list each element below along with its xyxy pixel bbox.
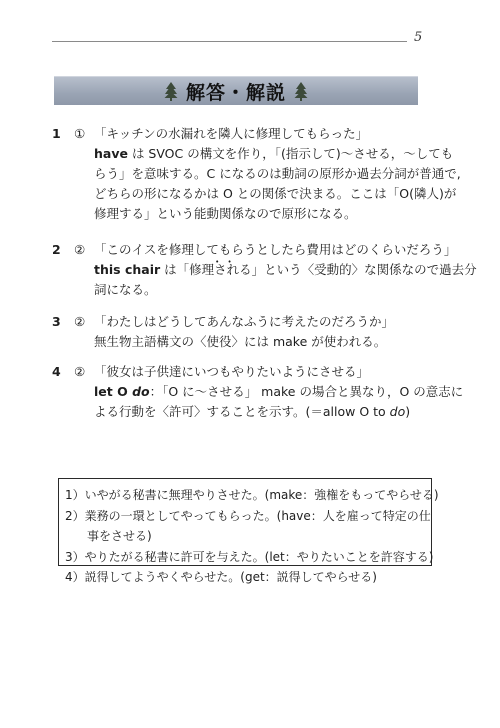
- item-line: 「キッチンの水漏れを隣人に修理してもらった」: [94, 126, 369, 141]
- item-explanation: [94, 124, 461, 224]
- item-explanation: [94, 240, 477, 300]
- tree-icon: [294, 81, 308, 101]
- summary-line: 2）業務の一環としてやってもらった。(have：人を雇って特定の仕: [65, 508, 431, 523]
- section-title: 解答・解説: [185, 81, 286, 104]
- item-explanation: [94, 312, 420, 352]
- item-answer: ②: [74, 242, 86, 257]
- item-line: 無生物主語構文の〈使役〉には make が使われる。: [94, 334, 387, 349]
- item-number: 2: [52, 242, 61, 257]
- item-line: 詞になる。: [94, 282, 157, 297]
- item-answer: ②: [74, 364, 86, 379]
- item-explanation: [94, 362, 464, 422]
- summary-line: 3）やりたがる秘書に許可を与えた。(let：やりたいことを許容する): [65, 549, 434, 564]
- summary-line: 1）いやがる秘書に無理やりさせた。(make：強権をもってやらせる): [65, 488, 439, 502]
- header-rule: [52, 41, 407, 42]
- item-number: 3: [52, 314, 61, 329]
- item-line: 「わたしはどうしてあんなふうに考えたのだろうか」: [94, 314, 395, 329]
- item-line: らう」を意味する。C になるのは動詞の原形か過去分詞が普通で,: [94, 166, 461, 181]
- tree-icon: [164, 81, 178, 101]
- item-line: have は SVOC の構文を作り，「(指示して)～させる，～しても: [94, 146, 454, 161]
- section-banner: [54, 76, 418, 105]
- item-line: よる行動を〈許可〉することを示す。(＝allow O to do): [94, 404, 411, 419]
- summary-line: 4）説得してようやくやらせた。(get：説得してやらせる): [65, 570, 377, 584]
- item-answer: ②: [74, 314, 86, 329]
- page-number: 5: [414, 30, 423, 45]
- usage-summary-box: [58, 478, 439, 584]
- item-line: どちらの形になるかは O との関係で決まる。ここは「O(隣人)が: [94, 186, 457, 201]
- item-number: 1: [52, 126, 61, 141]
- emphasis-dots: • • され: [214, 262, 239, 277]
- item-answer: ①: [74, 126, 86, 141]
- item-number: 4: [52, 364, 61, 379]
- item-line: 「このイスを修理してもらうとしたら費用はどのくらいだろう」: [94, 242, 457, 257]
- summary-line: 事をさせる): [87, 529, 152, 543]
- item-line: 「彼女は子供達にいつもやりたいようにさせる」: [94, 364, 370, 379]
- item-line: 修理する」という能動関係なので原形になる。: [94, 206, 357, 221]
- item-line: let O do：「O に～させる」 make の場合と異なり，O の意志に: [94, 384, 464, 399]
- item-line: this chair は「修理• • される」という〈受動的〉な関係なので過去分: [94, 260, 420, 280]
